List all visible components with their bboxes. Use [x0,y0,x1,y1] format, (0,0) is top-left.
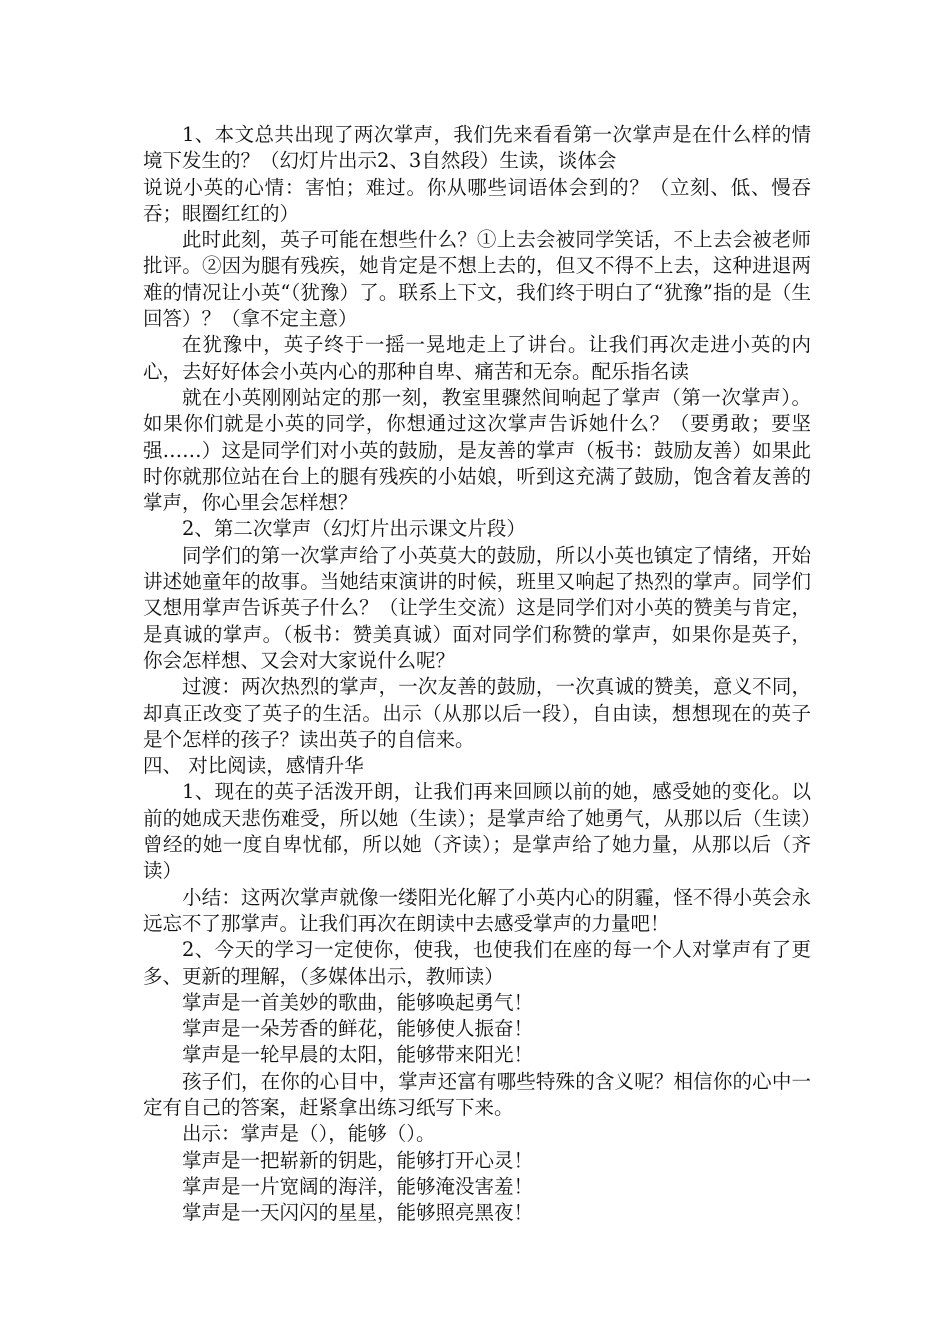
paragraph: 掌声是一把崭新的钥匙，能够打开心灵！ [182,1148,534,1172]
paragraph: 说说小英的心情：害怕；难过。你从哪些词语体会到的？（立刻、低、慢吞吞；眼圈红红的） [143,175,811,225]
paragraph: 2、今天的学习一定使你，使我，也使我们在座的每一个人对掌声有了更多、更新的理解，（多媒体出示，教师读） [143,938,811,988]
paragraph: 出示：掌声是（），能够（）。 [182,1122,436,1146]
paragraph: 掌声是一轮早晨的太阳，能够带来阳光！ [182,1043,534,1067]
paragraph: 掌声是一片宽阔的海洋，能够淹没害羞！ [182,1174,534,1198]
paragraph: 孩子们，在你的心目中，掌声还富有哪些特殊的含义呢？相信你的心中一定有自己的答案，赶紧拿出练习纸写下来。 [143,1069,811,1119]
paragraph: 同学们的第一次掌声给了小英莫大的鼓励，所以小英也镇定了情绪，开始讲述她童年的故事。当她结束演讲的时候，班里又响起了热烈的掌声。同学们又想用掌声告诉英子什么？（让学生交流）这是同学们对小英的赞美与肯定，是真诚的掌声。（板书：赞美真诚）面对同学们称赞的掌声，如果你是英子，你会怎样想、又会对大家说什么呢？ [143,543,811,672]
paragraph: 在犹豫中，英子终于一摇一晃地走上了讲台。让我们再次走进小英的内心，去好好体会小英内心的那种自卑、痛苦和无奈。配乐指名读 [143,333,811,383]
paragraph: 就在小英刚刚站定的那一刻，教室里骤然间响起了掌声（第一次掌声）。如果你们就是小英的同学，你想通过这次掌声告诉她什么？（要勇敢；要坚强……）这是同学们对小英的鼓励，是友善的掌声（板书：鼓励友善）如果此时你就那位站在台上的腿有残疾的小姑娘，听到这充满了鼓励，饱含着友善的掌声，你心里会怎样想？ [143,385,811,515]
paragraph: 此时此刻，英子可能在想些什么？①上去会被同学笑话，不上去会被老师批评。②因为腿有残疾，她肯定是不想上去的，但又不得不上去，这种进退两难的情况让小英“（犹豫）了。联系上下文，我们终于明白了“犹豫”指的是（生回答）？（拿不定主意） [143,228,811,331]
paragraph: 掌声是一朵芳香的鲜花，能够使人振奋！ [182,1017,534,1041]
paragraph: 2、第二次掌声（幻灯片出示课文片段） [182,517,526,541]
paragraph: 掌声是一天闪闪的星星，能够照亮黑夜！ [182,1201,534,1225]
paragraph: 小结：这两次掌声就像一缕阳光化解了小英内心的阴霾，怪不得小英会永远忘不了那掌声。让我们再次在朗读中去感受掌声的力量吧！ [143,885,811,935]
paragraph: 1、本文总共出现了两次掌声，我们先来看看第一次掌声是在什么样的情境下发生的？（幻灯片出示2、3自然段）生读，谈体会 [143,123,811,173]
document-body [143,122,811,1226]
section-heading: 四、 对比阅读，感情升华 [143,754,364,778]
paragraph: 掌声是一首美妙的歌曲，能够唤起勇气！ [182,990,534,1014]
paragraph: 1、现在的英子活泼开朗，让我们再来回顾以前的她，感受她的变化。以前的她成天悲伤难受，所以她（生读）；是掌声给了她勇气，从那以后（生读）曾经的她一度自卑忧郁，所以她（齐读）；是掌声给了她力量，从那以后（齐读） [143,780,811,883]
paragraph: 过渡：两次热烈的掌声，一次友善的鼓励，一次真诚的赞美，意义不同，却真正改变了英子的生活。出示（从那以后一段），自由读，想想现在的英子是个怎样的孩子？读出英子的自信来。 [143,675,811,751]
